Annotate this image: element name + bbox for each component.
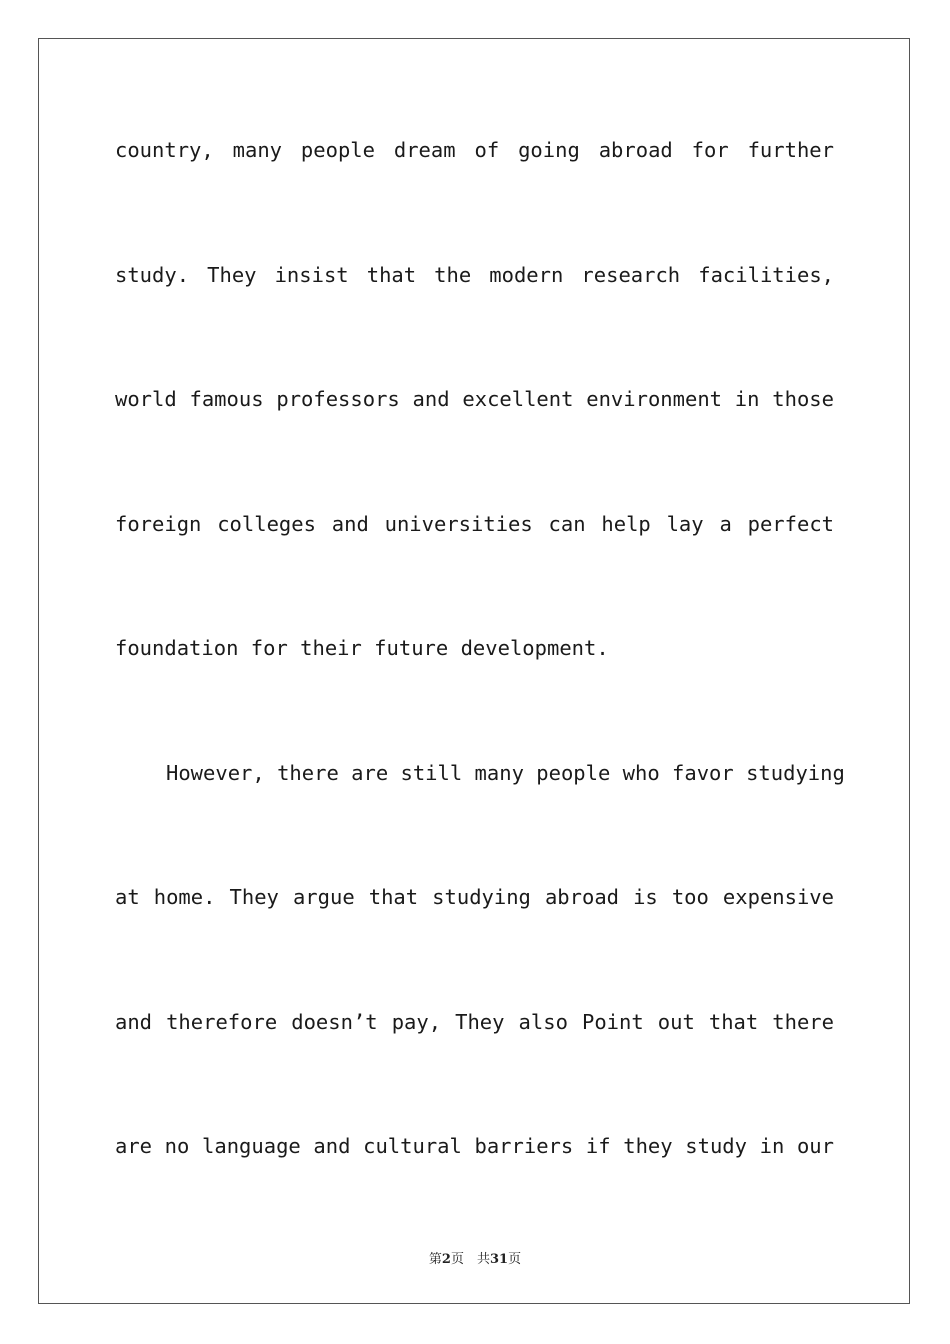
body-text-line-3: world famous professors and excellent environment in those	[115, 387, 834, 411]
body-text-line-8: and therefore doesn’t pay, They also Point out that there	[115, 1010, 834, 1034]
footer-prefix: 第	[428, 1252, 442, 1267]
body-text-line-2: study. They insist that the modern research facilities,	[115, 263, 834, 287]
body-text-line-1: country, many people dream of going abroad for further	[115, 138, 834, 162]
page-number-footer	[0, 1248, 950, 1267]
body-text-line-4: foreign colleges and universities can help lay a perfect	[115, 512, 834, 536]
body-text-line-7: at home. They argue that studying abroad is too expensive	[115, 885, 834, 909]
footer-mid: 页 共	[450, 1252, 490, 1267]
body-text-line-5: foundation for their future development.	[115, 636, 609, 660]
body-text-line-9: are no language and cultural barriers if they study in our	[115, 1134, 834, 1158]
total-page-count: 31	[489, 1252, 509, 1267]
current-page-number: 2	[441, 1252, 451, 1267]
body-text-line-6: However, there are still many people who favor studying	[166, 761, 845, 785]
page-border	[38, 38, 910, 1304]
footer-suffix: 页	[508, 1252, 522, 1267]
